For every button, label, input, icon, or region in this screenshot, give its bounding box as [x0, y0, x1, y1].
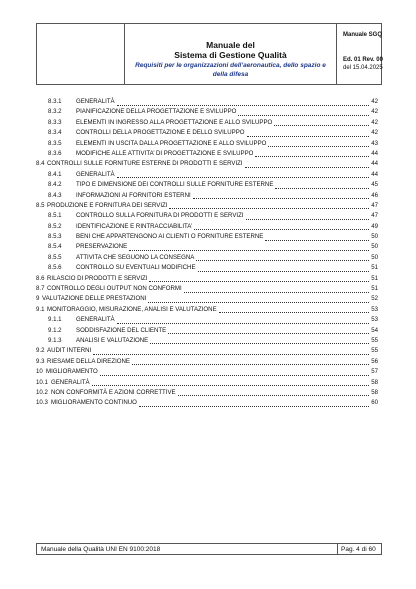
toc-entry-page: 51	[371, 274, 378, 282]
toc-entry-number: 9.1.1	[48, 316, 62, 324]
toc-entry-number: 8.5.2	[48, 222, 62, 230]
toc-entry-page: 60	[371, 399, 378, 407]
toc-entry[interactable]	[36, 159, 382, 169]
toc-dot-leader	[274, 125, 369, 126]
toc-entry-number: 10.1	[36, 378, 48, 386]
toc-dot-leader	[93, 354, 369, 355]
toc-dot-leader	[275, 188, 369, 189]
header-title-cell	[125, 24, 337, 84]
toc-entry[interactable]	[36, 263, 382, 273]
toc-dot-leader	[194, 229, 369, 230]
toc-entry[interactable]	[36, 378, 382, 388]
toc-dot-leader	[100, 375, 369, 376]
toc-entry-number: 8.5.6	[48, 264, 62, 272]
toc-entry-page: 53	[371, 316, 378, 324]
toc-entry-title: IDENTIFICAZIONE E RINTRACCIABILITA’	[76, 222, 194, 232]
toc-entry-number: 8.3.6	[48, 149, 62, 157]
toc-entry-number: 8.5.3	[48, 233, 62, 241]
toc-entry-number: 8.5	[36, 201, 45, 209]
toc-entry-page: 50	[371, 233, 378, 241]
toc-dot-leader	[117, 177, 369, 178]
edition-label: Ed. 01 Rev. 00	[343, 57, 383, 63]
toc-dot-leader	[169, 208, 369, 209]
toc-entry[interactable]	[36, 398, 382, 408]
toc-entry[interactable]	[36, 326, 382, 336]
toc-entry-title: ELEMENTI IN USCITA DALLA PROGETTAZIONE E ALLO SVILUPPO	[76, 139, 268, 149]
toc-entry-number: 8.7	[36, 285, 45, 293]
toc-entry-number: 8.4.2	[48, 181, 62, 189]
toc-entry-page: 42	[371, 129, 378, 137]
toc-entry-page: 47	[371, 212, 378, 220]
toc-entry-title: CONTROLLI SULLE FORNITURE ESTERNE DI PRODOTTI E SERVIZI	[47, 159, 245, 169]
toc-dot-leader	[193, 198, 369, 199]
toc-entry-title: CONTROLLI DELLA PROGETTAZIONE E DELLO SVILUPPO	[76, 128, 247, 138]
toc-dot-leader	[129, 250, 369, 251]
toc-entry-number: 9	[36, 295, 40, 303]
header-title-line2: Sistema di Gestione Qualità	[174, 50, 287, 60]
toc-entry-number: 9.1	[36, 305, 45, 313]
toc-dot-leader	[149, 281, 369, 282]
toc-entry[interactable]	[36, 149, 382, 159]
footer-doc-title: Manuale della Qualità UNI EN 9100:2018	[41, 545, 161, 553]
toc-dot-leader	[245, 167, 369, 168]
toc-entry-title: ELEMENTI IN INGRESSO ALLA PROGETTAZIONE E ALLO SVILUPPO	[76, 118, 274, 128]
toc-entry[interactable]	[36, 253, 382, 263]
toc-entry-page: 55	[371, 347, 378, 355]
toc-entry[interactable]	[36, 305, 382, 315]
toc-entry-title: VALUTAZIONE DELLE PRESTAZIONI	[42, 294, 148, 304]
toc-entry-title: MIGLIORAMENTO CONTINUO	[51, 398, 139, 408]
toc-entry-page: 47	[371, 201, 378, 209]
toc-entry-page: 58	[371, 388, 378, 396]
footer-page-cell	[337, 544, 381, 554]
toc-entry-page: 45	[371, 181, 378, 189]
toc-dot-leader	[255, 156, 369, 157]
toc-entry[interactable]	[36, 232, 382, 242]
toc-entry-title: GENERALITÀ	[76, 170, 117, 180]
toc-entry-page: 44	[371, 149, 378, 157]
toc-entry-number: 10.2	[36, 388, 48, 396]
toc-entry[interactable]	[36, 346, 382, 356]
toc-entry[interactable]	[36, 118, 382, 128]
toc-entry-page: 51	[371, 285, 378, 293]
toc-entry-page: 51	[371, 264, 378, 272]
toc-entry-title: CONTROLLO SU EVENTUALI MODIFICHE	[76, 263, 198, 273]
toc-entry[interactable]	[36, 97, 382, 107]
toc-entry-number: 8.5.1	[48, 212, 62, 220]
toc-entry-number: 8.6	[36, 274, 45, 282]
toc-entry-page: 42	[371, 108, 378, 116]
toc-dot-leader	[92, 385, 369, 386]
toc-entry[interactable]	[36, 211, 382, 221]
toc-dot-leader	[198, 271, 369, 272]
toc-entry-title: GENERALITÀ	[76, 97, 117, 107]
toc-entry-number: 9.2	[36, 347, 45, 355]
date-label: del 15.04.2025	[343, 65, 383, 71]
toc-entry-title: RILASCIO DI PRODOTTI E SERVIZI	[47, 274, 149, 284]
header-subtitle: Requisiti per le organizzazioni dell’aeronautica, dello spazio e della difesa	[135, 62, 326, 78]
toc-entry-page: 46	[371, 191, 378, 199]
toc-dot-leader	[246, 219, 369, 220]
toc-entry[interactable]	[36, 315, 382, 325]
toc-entry-page: 55	[371, 336, 378, 344]
toc-entry[interactable]	[36, 170, 382, 180]
document-footer	[36, 543, 382, 555]
toc-dot-leader	[184, 292, 369, 293]
toc-dot-leader	[219, 312, 369, 313]
toc-entry-number: 8.5.4	[48, 243, 62, 251]
toc-entry-title: RIESAME DELLA DIREZIONE	[47, 357, 132, 367]
toc-entry-title: TIPO E DIMENSIONE DEI CONTROLLI SULLE FORNITURE ESTERNE	[76, 180, 275, 190]
toc-entry-page: 42	[371, 98, 378, 105]
toc-entry[interactable]	[36, 357, 382, 367]
toc-entry[interactable]	[36, 201, 382, 211]
toc-entry[interactable]	[36, 388, 382, 398]
table-of-contents	[36, 97, 382, 409]
toc-entry[interactable]	[36, 294, 382, 304]
toc-entry-title: INFORMAZIONI AI FORNITORI ESTERNI	[76, 191, 193, 201]
toc-dot-leader	[268, 146, 369, 147]
toc-entry-number: 9.1.3	[48, 336, 62, 344]
toc-entry-number: 8.3.2	[48, 108, 62, 116]
footer-page-number: Pag. 4 di 60	[341, 545, 376, 553]
logo-cell	[37, 24, 125, 84]
toc-entry-page: 43	[371, 139, 378, 147]
toc-entry-page: 52	[371, 295, 378, 303]
toc-entry-number: 8.4	[36, 160, 45, 168]
toc-entry-page: 49	[371, 222, 378, 230]
toc-entry-title: MONITORAGGIO, MISURAZIONE, ANALISI E VALUTAZIONE	[47, 305, 219, 315]
toc-dot-leader	[265, 240, 369, 241]
toc-dot-leader	[178, 395, 369, 396]
toc-entry-page: 50	[371, 243, 378, 251]
toc-dot-leader	[238, 115, 369, 116]
toc-entry[interactable]	[36, 336, 382, 346]
toc-entry-number: 8.3.4	[48, 129, 62, 137]
toc-entry-title: BENI CHE APPARTENGONO AI CLIENTI O FORNITURE ESTERNE	[76, 232, 265, 242]
toc-entry-number: 8.4.1	[48, 170, 62, 178]
header-title-line1: Manuale del	[206, 40, 255, 50]
toc-dot-leader	[117, 323, 369, 324]
toc-entry-title: ANALISI E VALUTAZIONE	[76, 336, 150, 346]
toc-dot-leader	[117, 105, 369, 106]
toc-entry-title: MIGLIORAMENTO	[46, 367, 100, 377]
toc-entry-number: 8.4.3	[48, 191, 62, 199]
toc-entry[interactable]	[36, 284, 382, 294]
document-header	[36, 23, 382, 85]
toc-entry-number: 10	[36, 368, 43, 376]
toc-entry-title: NON CONFORMITÀ E AZIONI CORRETTIVE	[51, 388, 178, 398]
toc-dot-leader	[168, 333, 369, 334]
toc-entry[interactable]	[36, 107, 382, 117]
toc-entry-number: 8.5.5	[48, 253, 62, 261]
toc-entry[interactable]	[36, 139, 382, 149]
toc-entry[interactable]	[36, 367, 382, 377]
toc-entry[interactable]	[36, 128, 382, 138]
toc-entry-title: AUDIT INTERNI	[47, 346, 93, 356]
toc-dot-leader	[196, 260, 369, 261]
toc-entry-number: 8.3.3	[48, 118, 62, 126]
toc-entry-title: GENERALITÀ	[51, 378, 92, 388]
toc-dot-leader	[150, 343, 369, 344]
toc-entry-page: 54	[371, 326, 378, 334]
toc-entry[interactable]	[36, 274, 382, 284]
toc-entry-number: 9.1.2	[48, 326, 62, 334]
toc-entry-title: CONTROLLO DEGLI OUTPUT NON CONFORMI	[47, 284, 184, 294]
toc-entry-number: 8.3.5	[48, 139, 62, 147]
toc-dot-leader	[148, 302, 369, 303]
toc-entry-title: SODDISFAZIONE DEL CLIENTE	[76, 326, 168, 336]
toc-entry-title: CONTROLLO SULLA FORNITURA DI PRODOTTI E SERVIZI	[76, 211, 246, 221]
toc-dot-leader	[139, 406, 369, 407]
toc-entry-title: PRESERVAZIONE	[76, 242, 129, 252]
toc-entry-page: 53	[371, 305, 378, 313]
toc-entry[interactable]	[36, 180, 382, 190]
toc-entry[interactable]	[36, 222, 382, 232]
toc-entry-page: 50	[371, 253, 378, 261]
toc-dot-leader	[247, 136, 369, 137]
toc-entry-page: 44	[371, 170, 378, 178]
header-doc-info-cell	[337, 24, 381, 84]
toc-entry[interactable]	[36, 191, 382, 201]
doc-label: Manuale SGQ	[343, 32, 383, 38]
toc-entry-page: 42	[371, 118, 378, 126]
toc-entry-number: 10.3	[36, 399, 48, 407]
toc-entry-title: GENERALITÀ	[76, 315, 117, 325]
toc-dot-leader	[132, 364, 369, 365]
toc-entry-page: 56	[371, 357, 378, 365]
toc-entry[interactable]	[36, 242, 382, 252]
toc-entry-title: ATTIVITA CHE SEGUONO LA CONSEGNA	[76, 253, 196, 263]
toc-entry-number: 9.3	[36, 357, 45, 365]
toc-entry-title: PIANIFICAZIONE DELLA PROGETTAZIONE E SVILUPPO	[76, 107, 238, 117]
toc-entry-page: 57	[371, 368, 378, 376]
toc-entry-page: 58	[371, 378, 378, 386]
toc-entry-title: PRODUZIONE E FORNITURA DEI SERVIZI	[47, 201, 169, 211]
toc-entry-number: 8.3.1	[48, 98, 62, 105]
toc-entry-title: MODIFICHE ALLE ATTIVITA’ DI PROGETTAZIONE E SVILUPPO	[76, 149, 255, 159]
toc-entry-page: 44	[371, 160, 378, 168]
